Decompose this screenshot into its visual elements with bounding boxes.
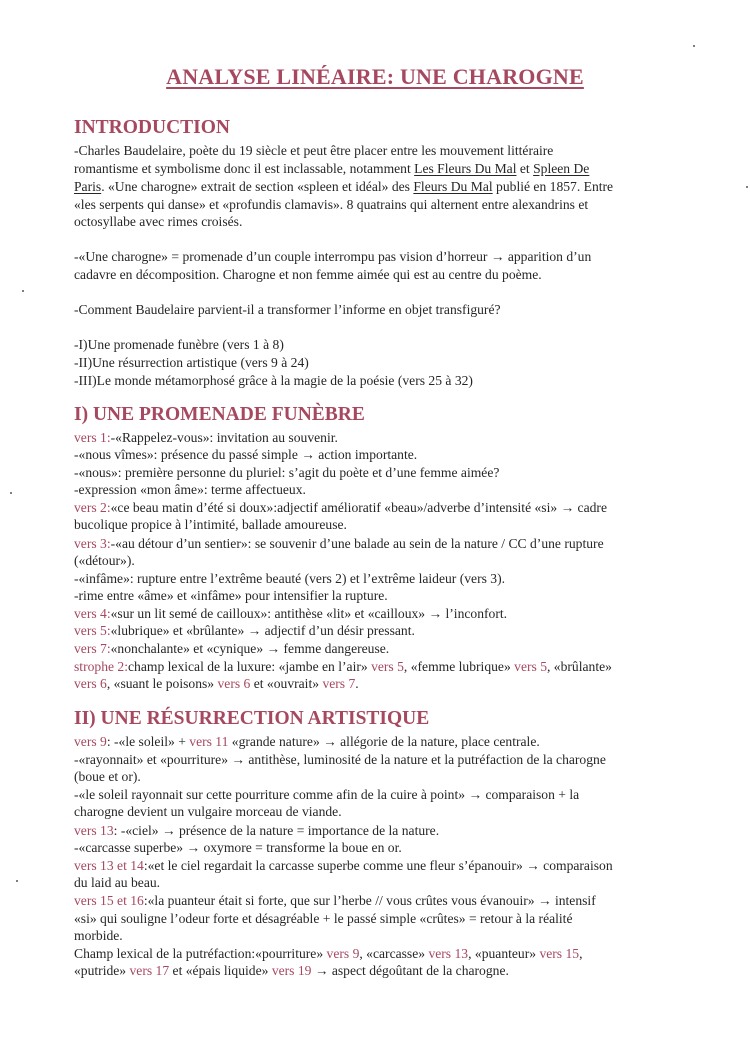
- analysis-line: -«carcasse superbe» → oxymore = transforme la boue en or.: [74, 840, 402, 855]
- intro-line: -Charles Baudelaire, poète du 19 siècle et peut être placer entre les mouvement littéraire: [74, 143, 554, 158]
- verse-ref: vers 7:: [74, 641, 111, 656]
- analysis-line: -«rayonnait» et «pourriture» → antithèse, luminosité de la nature et la putréfaction de la charogne: [74, 752, 606, 767]
- scan-speck: [10, 492, 12, 494]
- intro-heading: INTRODUCTION: [74, 117, 231, 138]
- intro-line: Paris. «Une charogne» extrait de section «spleen et idéal» des Fleurs Du Mal publié en 1857. Entre: [74, 179, 614, 194]
- analysis-line: morbide.: [74, 928, 123, 943]
- verse-ref: vers 9: [74, 734, 107, 749]
- problematic: -Comment Baudelaire parvient-il a transformer l’informe en objet transfiguré?: [74, 302, 501, 317]
- verse-ref: vers 19: [271, 963, 312, 978]
- plan-item: -III)Le monde métamorphosé grâce à la magie de la poésie (vers 25 à 32): [74, 373, 473, 388]
- analysis-line: vers 13: -«ciel» → présence de la nature = importance de la nature.: [74, 823, 440, 838]
- analysis-line: vers 5:«lubrique» et «brûlante» → adjectif d’un désir pressant.: [74, 623, 415, 638]
- analysis-line: -«le soleil rayonnait sur cette pourriture comme afin de la cuire à point» → comparaison + la: [74, 787, 580, 802]
- analysis-line: -«nous vîmes»: présence du passé simple → action importante.: [74, 447, 418, 462]
- verse-ref: vers 2:: [74, 500, 111, 515]
- analysis-line: vers 7:«nonchalante» et «cynique» → femme dangereuse.: [74, 641, 390, 656]
- analysis-line: vers 4:«sur un lit semé de cailloux»: antithèse «lit» et «cailloux» → l’inconfort.: [74, 606, 508, 621]
- analysis-line: vers 9: -«le soleil» + vers 11 «grande nature» → allégorie de la nature, place centrale.: [74, 734, 540, 749]
- scan-speck: [16, 880, 18, 882]
- scan-speck: [22, 290, 24, 292]
- verse-ref: vers 1:: [74, 430, 111, 445]
- verse-ref: vers 13 et 14: [74, 858, 144, 873]
- analysis-line: charogne devient un vulgaire morceau de viande.: [74, 804, 342, 819]
- analysis-line: -«infâme»: rupture entre l’extrême beauté (vers 2) et l’extrême laideur (vers 3).: [74, 571, 506, 586]
- analysis-line: «si» qui souligne l’odeur forte et désagréable + le passé simple «crûtes» = retour à la réalité: [74, 911, 573, 926]
- verse-ref: vers 5:: [74, 623, 111, 638]
- verse-ref: vers 5: [371, 659, 404, 674]
- book-title: Fleurs Du Mal: [413, 179, 493, 194]
- verse-ref: vers 13: [428, 946, 469, 961]
- analysis-line: vers 15 et 16:«la puanteur était si forte, que sur l’herbe // vous crûtes vous évanouir» → intensif: [74, 893, 596, 908]
- scan-speck: [693, 45, 695, 47]
- verse-ref: strophe 2:: [74, 659, 128, 674]
- intro-line: cadavre en décomposition. Charogne et non femme aimée qui est au centre du poème.: [74, 267, 542, 282]
- analysis-line: bucolique propice à l’intimité, ballade amoureuse.: [74, 517, 347, 532]
- intro-line: romantisme et symbolisme donc il est inclassable, notamment Les Fleurs Du Mal et Spleen De: [74, 161, 590, 176]
- analysis-line: «putride» vers 17 et «épais liquide» vers 19 → aspect dégoûtant de la charogne.: [74, 963, 509, 978]
- analysis-line: -rime entre «âme» et «infâme» pour intensifier la rupture.: [74, 588, 388, 603]
- intro-line: octosyllabe avec rimes croisés.: [74, 214, 243, 229]
- verse-ref: vers 6: [217, 676, 251, 691]
- verse-ref: vers 15: [539, 946, 580, 961]
- analysis-line: -«nous»: première personne du pluriel: s’agit du poète et d’une femme aimée?: [74, 465, 500, 480]
- analysis-line: vers 1:-«Rappelez-vous»: invitation au souvenir.: [74, 430, 338, 445]
- verse-ref: vers 9: [326, 946, 360, 961]
- verse-ref: vers 15 et 16: [74, 893, 144, 908]
- intro-line: «les serpents qui danse» et «profundis clamavis». 8 quatrains qui alternent entre alexandrins et: [74, 197, 589, 212]
- verse-ref: vers 7: [322, 676, 356, 691]
- book-title: Paris: [74, 179, 102, 194]
- verse-ref: vers 11: [189, 734, 229, 749]
- analysis-line: -expression «mon âme»: terme affectueux.: [74, 482, 306, 497]
- analysis-line: vers 3:-«au détour d’un sentier»: se souvenir d’une balade au sein de la nature / CC d’une rupture: [74, 536, 604, 551]
- plan-item: -II)Une résurrection artistique (vers 9 à 24): [74, 355, 309, 370]
- book-title: Spleen De: [533, 161, 590, 176]
- analysis-line: vers 6, «suant le poisons» vers 6 et «ouvrait» vers 7.: [74, 676, 359, 691]
- verse-ref: vers 4:: [74, 606, 111, 621]
- analysis-line: vers 2:«ce beau matin d’été si doux»:adjectif amélioratif «beau»/adverbe d’intensité «si» → cadre: [74, 500, 607, 515]
- verse-ref: vers 6: [74, 676, 107, 691]
- plan-item: -I)Une promenade funèbre (vers 1 à 8): [74, 337, 284, 352]
- part2-heading: II) UNE RÉSURRECTION ARTISTIQUE: [74, 708, 430, 729]
- verse-ref: vers 3:: [74, 536, 111, 551]
- analysis-line: vers 13 et 14:«et le ciel regardait la carcasse superbe comme une fleur s’épanouir» → comparaison: [74, 858, 613, 873]
- verse-ref: vers 17: [129, 963, 170, 978]
- verse-ref: vers 5: [514, 659, 547, 674]
- part1-heading: I) UNE PROMENADE FUNÈBRE: [74, 404, 365, 425]
- intro-line: -«Une charogne» = promenade d’un couple interrompu pas vision d’horreur → apparition d’un: [74, 249, 592, 264]
- analysis-line: (boue et or).: [74, 769, 141, 784]
- document-title: ANALYSE LINÉAIRE: UNE CHAROGNE: [166, 64, 584, 89]
- scan-speck: [746, 186, 748, 188]
- analysis-line: Champ lexical de la putréfaction:«pourriture» vers 9, «carcasse» vers 13, «puanteur» vers 15,: [74, 946, 583, 961]
- analysis-line: strophe 2:champ lexical de la luxure: «jambe en l’air» vers 5, «femme lubrique» vers 5, «brûlante»: [74, 659, 612, 674]
- book-title: Les Fleurs Du Mal: [414, 161, 517, 176]
- analysis-line: du laid au beau.: [74, 875, 161, 890]
- verse-ref: vers 13: [74, 823, 114, 838]
- analysis-line: («détour»).: [74, 553, 135, 568]
